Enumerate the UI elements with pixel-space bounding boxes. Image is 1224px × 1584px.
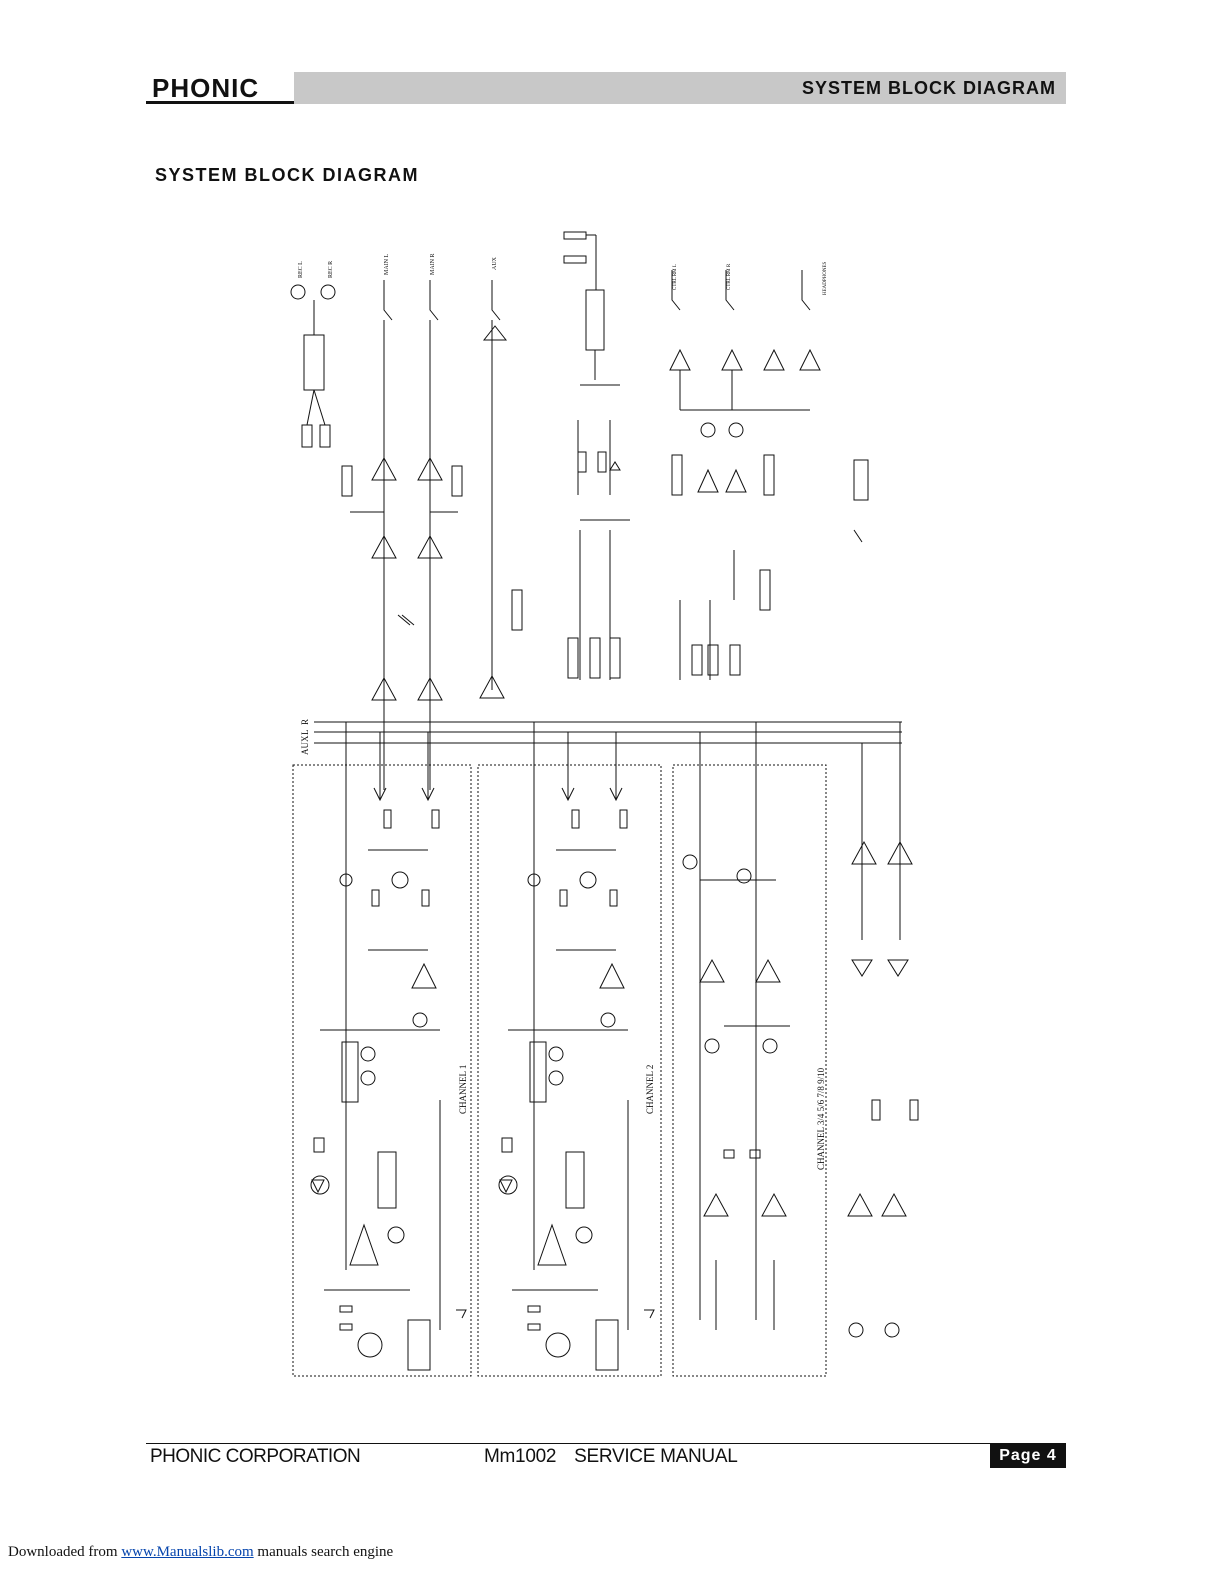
main-l-label: MAIN L: [384, 253, 390, 275]
bus-aux-label: AUX: [300, 735, 310, 755]
page-header: [146, 72, 1066, 104]
bus-r-label: R: [300, 718, 310, 725]
system-block-diagram: [280, 220, 940, 1390]
aux-out-label: AUX: [492, 257, 498, 270]
rec-l-label: REC L: [298, 261, 304, 278]
section-title: SYSTEM BLOCK DIAGRAM: [155, 165, 419, 185]
bus-l-label: L: [300, 729, 310, 735]
channel-2-label: CHANNEL 2: [645, 1064, 655, 1114]
page-number-badge: Page 4: [990, 1444, 1066, 1468]
ctrl-rm-l-label: CTRL RM L: [673, 264, 678, 290]
main-r-label: MAIN R: [430, 253, 436, 275]
download-prefix: Downloaded from: [8, 1544, 118, 1560]
header-bar: [294, 72, 1066, 104]
channel-1-label: CHANNEL 1: [458, 1064, 468, 1114]
manualslib-link[interactable]: www.Manualslib.com: [121, 1544, 254, 1560]
ctrl-rm-r-label: CTRL RM R: [727, 263, 732, 290]
footer-model: Mm1002: [484, 1446, 557, 1467]
phonic-logo: PHONIC: [146, 72, 294, 104]
header-title: SYSTEM BLOCK DIAGRAM: [802, 78, 1056, 98]
download-suffix: manuals search engine: [257, 1544, 394, 1560]
footer-rule: [146, 1443, 1066, 1444]
channel-stereo-label: CHANNEL 3/4 5/6 7/8 9/10: [816, 1067, 826, 1170]
footer-manual-title: SERVICE MANUAL: [574, 1446, 738, 1467]
footer-manual: [484, 1446, 737, 1468]
footer-company: PHONIC CORPORATION: [150, 1446, 361, 1467]
headphones-label: HEADPHONES: [823, 261, 828, 295]
rec-r-label: REC R: [328, 260, 334, 278]
download-notice: [8, 1544, 393, 1561]
